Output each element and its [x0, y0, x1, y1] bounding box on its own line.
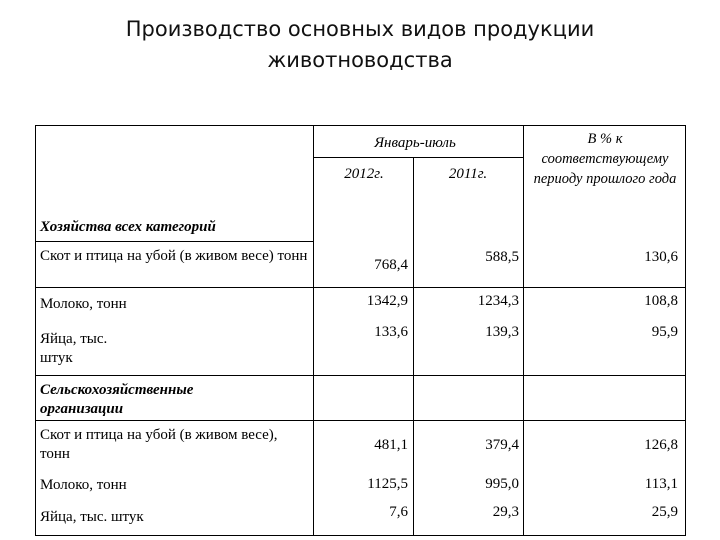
section-2-top	[35, 375, 686, 376]
row-value-percent: 126,8	[644, 437, 678, 453]
row-label: Молоко, тонн	[40, 477, 127, 493]
table-border-left	[35, 125, 36, 536]
section-title: Хозяйства всех категорий	[40, 219, 216, 235]
header-divider	[313, 157, 523, 158]
title-line-1: Производство основных видов продукции	[125, 17, 595, 41]
header-period: Январь-июль	[374, 135, 456, 151]
row-value-2012: 1125,5	[367, 476, 408, 492]
row-value-2012: 481,1	[374, 437, 408, 453]
row-label: Молоко, тонн	[40, 296, 127, 312]
table-border-top	[35, 125, 686, 126]
table-border-right	[685, 125, 686, 536]
table-border-bottom	[35, 535, 686, 536]
row-value-2012: 133,6	[374, 324, 408, 340]
row-value-2011: 1234,3	[477, 293, 519, 309]
row-label: Яйца, тыс. штук	[40, 331, 108, 366]
row-value-2011: 29,3	[492, 504, 519, 520]
row-label: Скот и птица на убой (в живом весе), тонн	[40, 427, 278, 462]
row-value-2011: 588,5	[485, 249, 519, 265]
title-line-2: животноводства	[267, 48, 453, 72]
row-value-percent: 25,9	[651, 504, 678, 520]
header-year-2011: 2011г.	[448, 166, 488, 182]
row-value-2012: 1342,9	[366, 293, 408, 309]
row-label: Яйца, тыс. штук	[40, 509, 144, 525]
page-title	[0, 14, 720, 76]
row-value-2011: 139,3	[485, 324, 519, 340]
label-column-divider	[313, 125, 314, 536]
row-value-2012: 7,6	[389, 504, 408, 520]
percent-column-divider	[523, 125, 524, 536]
row-value-2012: 768,4	[374, 257, 408, 273]
production-table	[35, 125, 686, 536]
section-1-divider	[35, 241, 314, 242]
row-value-percent: 108,8	[644, 293, 678, 309]
header-percent: В % к соответствующему периоду прошлого года	[533, 131, 677, 187]
row-value-percent: 95,9	[651, 324, 678, 340]
row-value-2011: 379,4	[485, 437, 519, 453]
row-divider	[35, 287, 686, 288]
row-label: Скот и птица на убой (в живом весе) тонн	[40, 248, 308, 264]
row-value-percent: 130,6	[644, 249, 678, 265]
row-value-percent: 113,1	[644, 476, 678, 492]
section-title: Сельскохозяйственные организации	[40, 382, 194, 417]
section-2-divider	[35, 420, 686, 421]
year-column-divider	[413, 157, 414, 536]
row-value-2011: 995,0	[485, 476, 519, 492]
header-year-2012: 2012г.	[344, 166, 384, 182]
